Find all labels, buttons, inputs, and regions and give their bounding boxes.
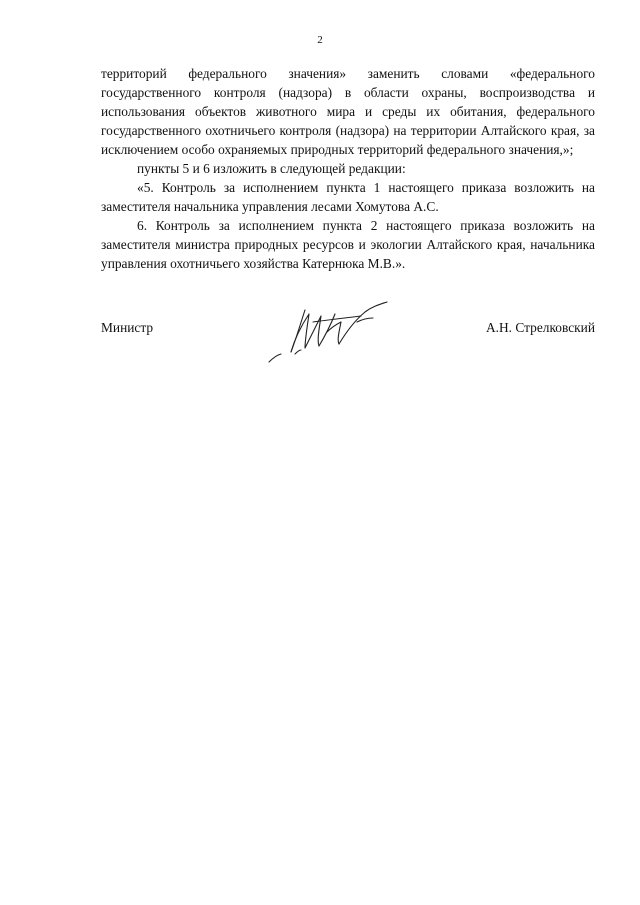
signatory-title: Министр — [101, 320, 154, 335]
paragraph-2: пункты 5 и 6 изложить в следующей редакции: — [137, 161, 406, 176]
paragraph-1: территорий федерального значения» заменить словами «федерального государственного контроля (надзора) в области охраны, воспроизводства и использования объектов животного мира и среды их обитания, федерального государственного охотничьего контроля (надзора) на территории Алтайского края, за исключением особо охраняемых природных территорий федерального значения,»; — [101, 66, 595, 157]
signatory-name: А.Н. Стрелковский — [485, 320, 595, 335]
paragraph-4: 6. Контроль за исполнением пункта 2 настоящего приказа возложить на заместителя министра природных ресурсов и экологии Алтайского края, начальника управления охотничьего хозяйства Катернюка М.В.». — [101, 218, 595, 271]
signature-block — [101, 292, 595, 372]
paragraph-3: «5. Контроль за исполнением пункта 1 настоящего приказа возложить на заместителя начальника управления лесами Хомутова А.С. — [101, 180, 595, 214]
handwritten-signature — [261, 292, 401, 372]
page-number: 2 — [317, 34, 323, 46]
document-body — [101, 64, 595, 273]
